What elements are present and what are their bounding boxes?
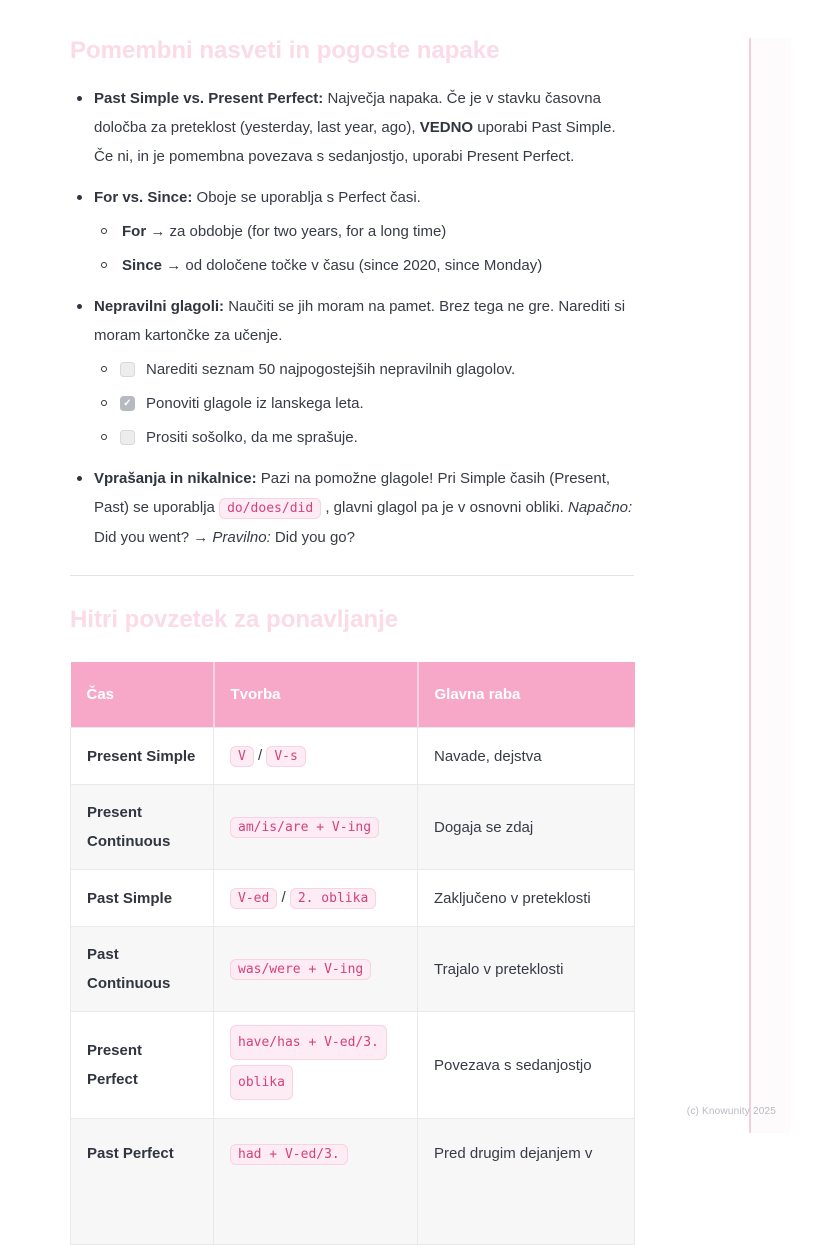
tense-name: Past Perfect [71, 1119, 214, 1245]
tense-name: Past Continuous [71, 927, 214, 1012]
tense-name: Present Continuous [71, 785, 214, 870]
tense-usage: Trajalo v preteklosti [418, 927, 635, 1012]
table-row [71, 927, 635, 1012]
circle-bullet-icon [101, 400, 107, 406]
tense-name: Past Simple [71, 870, 214, 927]
item-bold-label: Since [122, 257, 163, 274]
table-row [71, 1012, 635, 1119]
tense-name: Present Simple [71, 728, 214, 785]
section-divider [70, 575, 634, 576]
column-header-glavna-raba: Glavna raba [418, 662, 635, 728]
tense-usage: Zaključeno v preteklosti [418, 870, 635, 927]
todo-checkbox-unchecked[interactable] [120, 362, 135, 377]
tense-usage: Pred drugim dejanjem v [418, 1119, 635, 1245]
todo-checkbox-unchecked[interactable] [120, 430, 135, 445]
circle-bullet-icon [101, 366, 107, 372]
code-chip: have/has + V-ed/3. [230, 1025, 387, 1060]
todo-label: Ponoviti glagole iz lanskega leta. [146, 395, 364, 412]
bullet-icon [77, 476, 82, 481]
code-chip: am/is/are + V-ing [230, 817, 379, 838]
table-row [71, 1119, 635, 1245]
code-chip: oblika [230, 1065, 293, 1100]
list-item [70, 464, 634, 552]
bullet-icon [77, 304, 82, 309]
circle-bullet-icon [101, 262, 107, 268]
tense-form [214, 870, 418, 927]
code-chip: V-ed [230, 888, 277, 909]
todo-checkbox-checked[interactable]: ✓ [120, 396, 135, 411]
tense-form [214, 927, 418, 1012]
item-bold-emphasis: VEDNO [419, 119, 474, 136]
tense-usage: Dogaja se zdaj [418, 785, 635, 870]
circle-bullet-icon [101, 434, 107, 440]
bullet-icon [77, 96, 82, 101]
tense-summary-table [70, 662, 635, 1245]
separator: / [281, 889, 286, 906]
todo-item [94, 423, 634, 452]
table-row [71, 785, 635, 870]
table-row [71, 870, 635, 927]
tense-usage: Povezava s sedanjostjo [418, 1012, 635, 1119]
item-text: Največja napaka. Če je v stavku časovna določba za preteklost (yesterday, last year, ago), [94, 90, 601, 136]
todo-item [94, 389, 634, 418]
item-text: uporabi Past Simple. Če ni, in je pomembna povezava s sedanjostjo, uporabi Present Perfect. [94, 119, 616, 165]
tense-form [214, 785, 418, 870]
tense-form [214, 1119, 418, 1245]
section-title-summary: Hitri povzetek za ponavljanje [70, 606, 399, 633]
watermark-text: (c) Knowunity 2025 [686, 1106, 776, 1117]
table-row [71, 728, 635, 785]
code-chip: V-s [266, 746, 305, 767]
column-header-cas: Čas [71, 662, 214, 728]
item-text: → za obdobje (for two years, for a long time) [146, 223, 447, 240]
page-edge-line [749, 38, 751, 1133]
code-chip: V [230, 746, 254, 767]
item-text: , glavni glagol pa je v osnovni obliki. [321, 499, 568, 516]
sub-list-item [94, 251, 634, 280]
item-text: Did you went? → [94, 529, 213, 546]
item-text: Did you go? [270, 529, 355, 546]
todo-item [94, 355, 634, 384]
sub-list-item [94, 217, 634, 246]
item-italic-label: Pravilno: [212, 529, 271, 546]
todo-label: Prositi sošolko, da me sprašuje. [146, 429, 358, 446]
list-item [70, 84, 634, 171]
section-title-tips: Pomembni nasveti in pogoste napake [70, 37, 500, 64]
inline-code-chip: do/does/did [219, 498, 321, 519]
tense-form [214, 728, 418, 785]
item-bold-label: For vs. Since: [94, 189, 193, 206]
circle-bullet-icon [101, 228, 107, 234]
item-italic-label: Napačno: [567, 499, 633, 516]
item-bold-label: Nepravilni glagoli: [94, 298, 225, 315]
column-header-tvorba: Tvorba [214, 662, 418, 728]
tips-list [70, 84, 634, 552]
table-header-row [71, 662, 635, 728]
list-item [70, 183, 634, 280]
separator: / [258, 747, 263, 764]
item-text: Oboje se uporablja s Perfect časi. [192, 189, 421, 206]
code-chip: had + V-ed/3. [230, 1144, 348, 1165]
code-chip: 2. oblika [290, 888, 376, 909]
item-text: Naučiti se jih moram na pamet. Brez tega ne gre. Narediti si moram kartončke za učenje. [94, 298, 626, 344]
item-bold-label: Past Simple vs. Present Perfect: [94, 90, 324, 107]
document-content [70, 0, 634, 1245]
tense-form [214, 1012, 418, 1119]
item-text: Pazi na pomožne glagole! Pri Simple časih (Present, Past) se uporablja [94, 470, 611, 516]
tense-name: Present Perfect [71, 1012, 214, 1119]
code-chip: was/were + V-ing [230, 959, 371, 980]
item-text: → od določene točke v času (since 2020, since Monday) [162, 257, 543, 274]
item-bold-label: For [122, 223, 147, 240]
list-item [70, 292, 634, 452]
item-bold-label: Vprašanja in nikalnice: [94, 470, 257, 487]
tense-usage: Navade, dejstva [418, 728, 635, 785]
todo-label: Narediti seznam 50 najpogostejših nepravilnih glagolov. [146, 361, 516, 378]
bullet-icon [77, 195, 82, 200]
